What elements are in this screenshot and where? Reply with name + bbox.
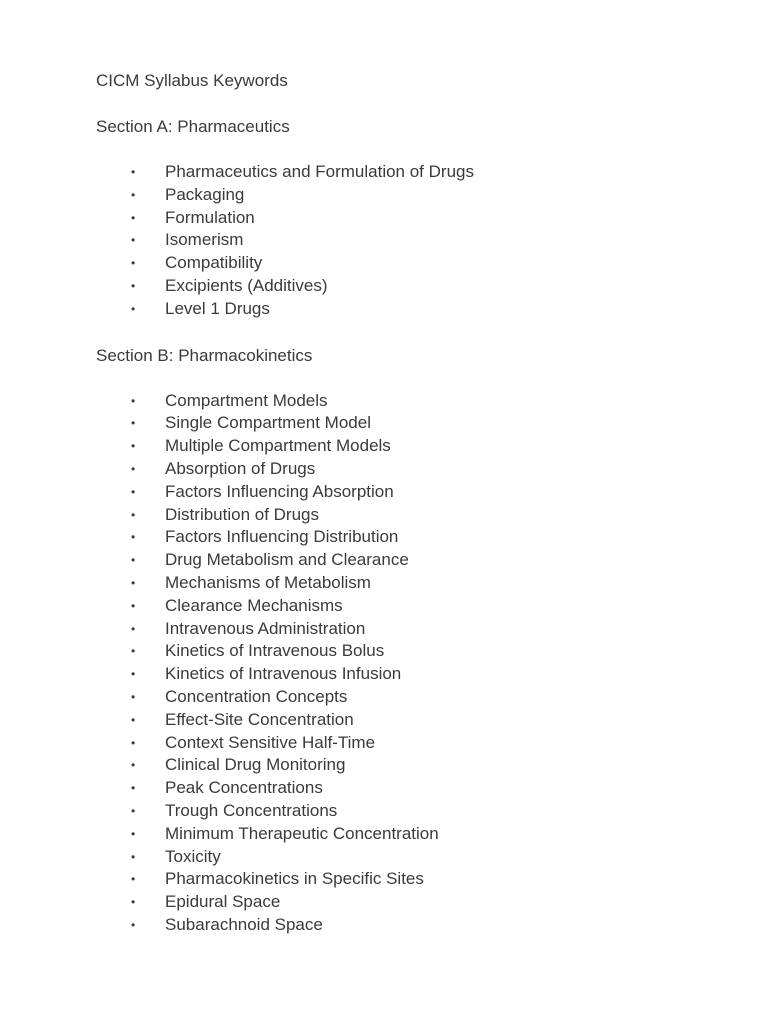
bullet-list [96,161,716,321]
list-item-text: Formulation [165,207,255,227]
list-item [96,549,716,572]
list-item [96,663,716,686]
list-item [96,252,716,275]
bullet-dot-icon: • [131,165,136,179]
list-item [96,275,716,298]
list-item-text: Intravenous Administration [165,618,366,638]
document-body [96,69,716,960]
list-item-text: Pharmaceutics and Formulation of Drugs [165,162,474,181]
document-title: CICM Syllabus Keywords [96,71,288,90]
list-item [96,526,716,549]
bullet-dot-icon: • [131,439,136,454]
list-item-text: Isomerism [165,230,244,250]
bullet-dot-icon: • [131,575,136,590]
bullet-dot-icon: • [131,781,136,796]
list-item-text: Single Compartment Model [165,413,371,433]
bullet-dot-icon: • [131,644,136,659]
bullet-dot-icon: • [131,712,136,727]
list-item [96,868,716,891]
list-item-text: Excipients (Additives) [165,275,328,295]
bullet-dot-icon: • [131,689,136,704]
bullet-dot-icon: • [131,233,136,248]
list-item [96,161,716,184]
bullet-dot-icon: • [131,484,136,499]
list-item [96,504,716,527]
list-item-text: Clinical Drug Monitoring [165,755,346,775]
list-item [96,823,716,846]
list-item [96,618,716,641]
list-item [96,412,716,435]
bullet-dot-icon: • [131,849,136,864]
list-item-text: Pharmacokinetics in Specific Sites [165,869,424,889]
bullet-dot-icon: • [131,278,136,293]
list-item-text: Kinetics of Intravenous Infusion [165,664,402,684]
list-item-text: Toxicity [165,846,221,866]
list-item-text: Compartment Models [165,390,328,410]
bullet-dot-icon: • [131,416,136,431]
bullet-dot-icon: • [131,735,136,750]
list-item-text: Subarachnoid Space [165,914,323,934]
bullet-dot-icon: • [131,598,136,613]
bullet-dot-icon: • [131,826,136,841]
bullet-dot-icon: • [131,917,136,932]
list-item-text: Compatibility [165,253,263,273]
list-item-text: Factors Influencing Absorption [165,481,394,501]
bullet-dot-icon: • [131,895,136,910]
list-item [96,435,716,458]
list-item-text: Epidural Space [165,892,281,912]
list-item [96,846,716,869]
bullet-dot-icon: • [131,461,136,476]
list-item-text: Trough Concentrations [165,800,338,820]
list-item [96,640,716,663]
list-item [96,184,716,207]
bullet-dot-icon: • [131,872,136,887]
list-item [96,686,716,709]
list-item [96,800,716,823]
list-item [96,572,716,595]
list-item-text: Peak Concentrations [165,778,323,798]
list-item [96,891,716,914]
list-item [96,595,716,618]
list-item-text: Drug Metabolism and Clearance [165,550,409,570]
list-item-text: Packaging [165,184,245,204]
bullet-dot-icon: • [131,210,136,225]
bullet-dot-icon: • [131,507,136,522]
list-item-text: Clearance Mechanisms [165,595,343,615]
list-item-text: Distribution of Drugs [165,504,320,524]
section-heading: Section A: Pharmaceutics [96,117,290,136]
section-pharmacokinetics [96,344,716,937]
list-item [96,914,716,937]
list-item-text: Context Sensitive Half-Time [165,732,376,752]
list-item-text: Concentration Concepts [165,686,348,706]
list-item [96,207,716,230]
bullet-dot-icon: • [131,301,136,316]
section-heading: Section B: Pharmacokinetics [96,345,313,365]
list-item-text: Kinetics of Intravenous Bolus [165,641,385,661]
list-item-text: Mechanisms of Metabolism [165,572,371,592]
list-item [96,298,716,321]
bullet-dot-icon: • [131,553,136,568]
bullet-dot-icon: • [131,256,136,271]
list-item [96,229,716,252]
list-item-text: Level 1 Drugs [165,298,270,318]
list-item [96,754,716,777]
list-item [96,777,716,800]
bullet-dot-icon: • [131,621,136,636]
bullet-dot-icon: • [131,393,136,408]
bullet-dot-icon: • [131,187,136,202]
list-item [96,732,716,755]
list-item [96,458,716,481]
bullet-dot-icon: • [131,530,136,545]
list-item [96,481,716,504]
list-item-text: Absorption of Drugs [165,458,316,478]
list-item-text: Multiple Compartment Models [165,436,391,456]
list-item-text: Minimum Therapeutic Concentration [165,823,439,843]
bullet-dot-icon: • [131,667,136,682]
list-item [96,709,716,732]
list-item [96,390,716,413]
list-item-text: Effect-Site Concentration [165,709,354,729]
section-pharmaceutics [96,115,716,321]
list-item-text: Factors Influencing Distribution [165,527,399,547]
bullet-list [96,390,716,937]
bullet-dot-icon: • [131,758,136,773]
bullet-dot-icon: • [131,803,136,818]
